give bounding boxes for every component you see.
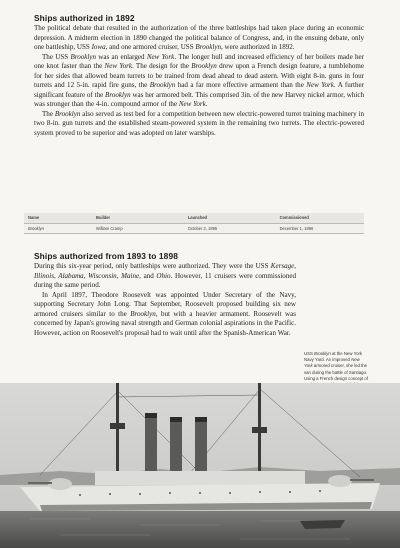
battleship-photo (0, 383, 400, 548)
column-header-builder: Builder (92, 213, 184, 224)
superstructure (95, 471, 305, 485)
table-header-row (24, 213, 364, 224)
section-1893-body (34, 262, 296, 338)
paragraph: During this six-year period, only battleships were authorized. They were the USS Kersage, Illinois, Alabama, Wisconsin, Maine, and Ohio. However, 11 cruisers were commissioned during the same period. (34, 262, 296, 289)
cell-launched: October 2, 1895 (184, 224, 276, 234)
column-header-commissioned: Commissioned (276, 213, 364, 224)
ship-table (24, 213, 364, 234)
section-1892-body (34, 24, 364, 138)
aft-turret (328, 475, 352, 487)
cell-builder: William Cramp (92, 224, 184, 234)
harbor-water (0, 511, 400, 548)
launch-boat (300, 520, 345, 529)
table-row (24, 224, 364, 234)
fore-mast (116, 383, 119, 481)
column-header-launched: Launched (184, 213, 276, 224)
section-heading-1892: Ships authorized in 1892 (34, 13, 135, 23)
cell-name: Brooklyn (24, 224, 92, 234)
column-header-name: Name (24, 213, 92, 224)
paragraph: The political debate that resulted in the authorization of the three battleships had taken place during an economic depression. A midterm election in 1890 changed the political balance of Congress, and, in the ensuing debate, only one battleship, USS Iowa, and one armored cruiser, USS Brooklyn, were authorized in 1892. (34, 24, 364, 51)
section-heading-1893-1898: Ships authorized from 1893 to 1898 (34, 251, 178, 261)
fighting-top (110, 423, 125, 429)
cell-commissioned: December 1, 1896 (276, 224, 364, 234)
paragraph: In April 1897, Theodore Roosevelt was appointed Under Secretary of the Navy, supporting Secretary John Long. That September, Roosevelt proposed building six new armored cruisers similar to the Brooklyn, but with a heavier armament. Roosevelt was concerned by Japan's growing naval strength and German colonial aspirations in the Pacific. However, action on Roosevelt's proposal had to wait until after the Spanish-American War. (34, 290, 296, 337)
fighting-top (252, 427, 267, 433)
paragraph: The USS Brooklyn was an enlarged New York. The longer hull and increased efficiency of her boilers made her one knot faster than the New York. The design for the Brooklyn drew upon a French design feature, a tumblehome for her sides that allowed beam turrets to be trained from dead ahead to dead astern. With eight 8-in. guns in four turrets and 12 5-in. rapid fire guns, the Brooklyn had a far more effective armament than the New York. A further significant feature of the Brooklyn was her armored belt. This comprised 3in. of the new Harvey nickel armor, which was stronger than the 4-in. compound armor of the New York. (34, 52, 365, 108)
paragraph: The Brooklyn also served as test bed for a competition between new electric-powered turret training machinery in two 8-in. gun turrets and the established steam-powered system in the remaining two turrets. The electric-powered system proved to be superior and was adopted on later warships. (34, 109, 364, 137)
turret-gun (350, 479, 374, 481)
turret-gun (28, 482, 52, 484)
photo-caption: USS Brooklyn at the New York Navy Yard. An improved New York armored cruiser, she led the van during the battle of Santiago. Using a French design concept of (304, 351, 369, 381)
